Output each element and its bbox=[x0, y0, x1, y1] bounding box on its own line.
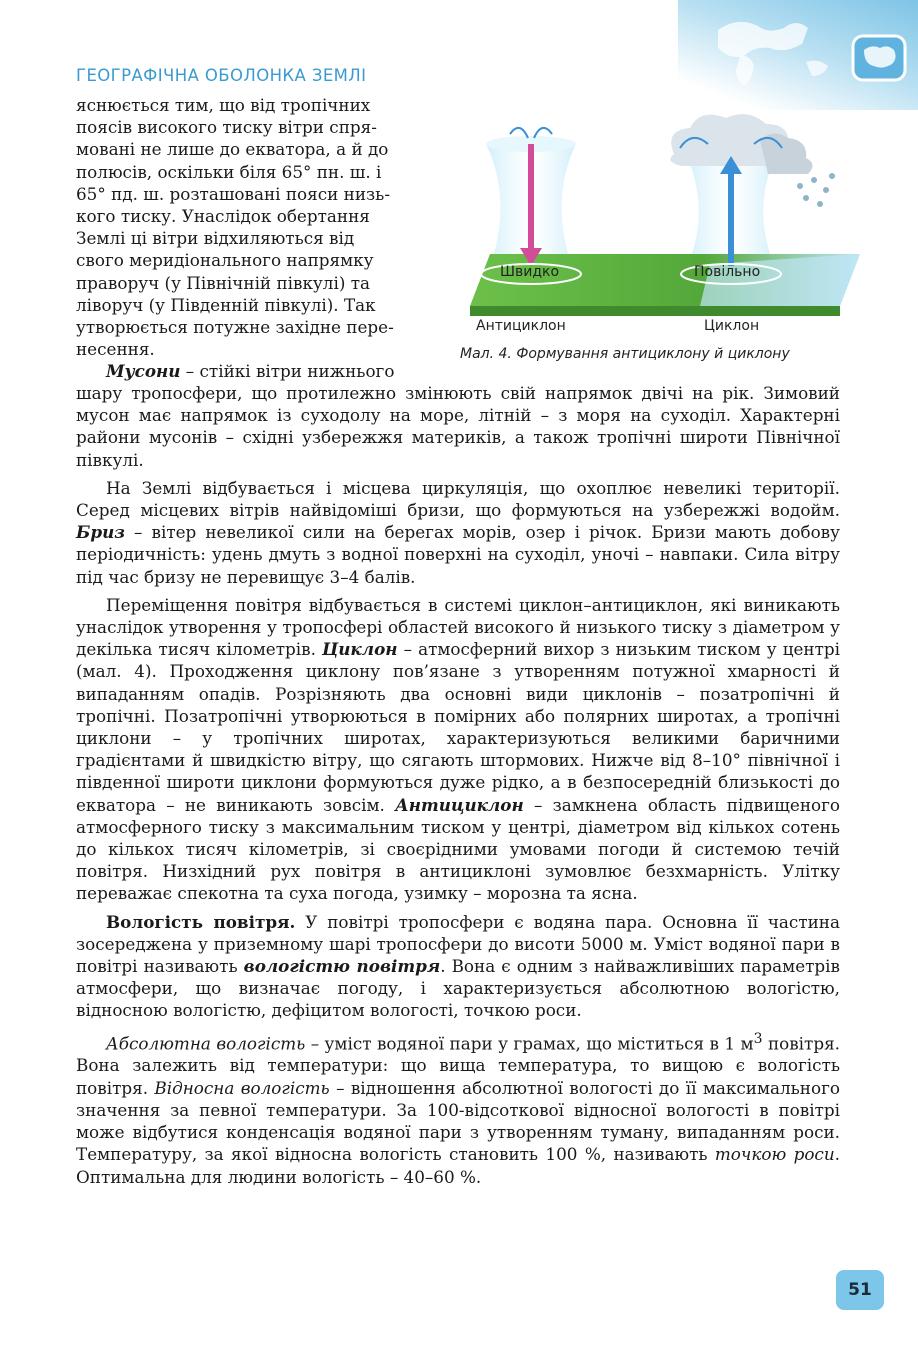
label-slow: Повільно bbox=[694, 264, 761, 280]
cyclone-anticyclone-diagram bbox=[460, 114, 860, 344]
text-line: 65° пд. ш. розташовані пояси низь- bbox=[76, 183, 390, 204]
main-text bbox=[76, 382, 840, 1188]
text-span: У повітрі тропосфери є водяна пара. Основна її частина зосереджена у приземному шарі тропосфери до висоти 5000 м. Уміст водяної пари в повітрі називають bbox=[76, 911, 840, 977]
paragraph-humidity bbox=[76, 911, 840, 1022]
text-span: – стійкі вітри нижнього bbox=[180, 361, 395, 382]
term-cyclone: Циклон bbox=[322, 639, 398, 660]
text-line: поясів високого тиску вітри спря- bbox=[76, 117, 377, 138]
paragraph-absolute-relative-humidity bbox=[76, 1028, 840, 1188]
text-span: – вітер невеликої сили на берегах морів, озер і річок. Бризи мають добову періодичність: удень дмуть з водної поверхні на суходіл, уночі – навпаки. Сила вітру під час бризу не перевищує 3–4 балів. bbox=[76, 522, 840, 587]
text-line: яснюється тим, що від тропічних bbox=[76, 95, 371, 115]
text-span: – атмосферний вихор з низьким тиском у центрі (мал. 4). Проходження циклону пов’язане з утворенням потужної хмарності й випаданням опадів. Розрізняють два основні види циклонів – позатропічні й тропічні. Позатропічні утворюються в помірних або полярних широтах, а тропічні циклони – у тропічних широтах, характеризуються великими баричними градієнтами й швидкістю вітру, що сягають штормових. Нижче від 8–10° північної і південної широти циклони формуються дуже рідко, а в безпосередній близькості до екватора – не виникають зовсім. bbox=[76, 639, 840, 815]
rain-drops-icon bbox=[797, 173, 835, 207]
text-line: ліворуч (у Південній півкулі). Так bbox=[76, 294, 376, 315]
world-map-icon bbox=[678, 0, 918, 110]
text-line: кого тиску. Унаслідок обертання bbox=[76, 206, 370, 227]
paragraph-monsoons: шару тропосфери, що протилежно змінюють свій напрямок двічі на рік. Зимовий мусон має напрямок із суходолу на море, літній – з моря на суходіл. Характерні райони мусонів – східні узбережжя материків, а також тропічні широти Північної півкулі. bbox=[76, 383, 840, 470]
paragraph-winds-continued bbox=[76, 94, 446, 383]
text-span: . Оптимальна для людини вологість – 40–60 %. bbox=[76, 1144, 840, 1187]
heading-humidity: Вологість повітря. bbox=[106, 911, 296, 932]
text-line: утворюється потужне західне пере- bbox=[76, 317, 394, 338]
term-monsoons: Мусони bbox=[106, 361, 181, 382]
figure-caption: Мал. 4. Формування антициклону й циклону bbox=[460, 346, 790, 362]
text-span: – замкнена область підвищеного атмосферного тиску з максимальним тиском у центрі, діаметром від кількох сотень до кількох тисяч кілометрів, зі своєрідними умовами погоди й системою течій повітря. Низхідний рух повітря в антициклоні зумовлює безхмарність. Улітку переважає спекотна та суха погода, узимку – морозна та ясна. bbox=[76, 794, 840, 904]
text-line bbox=[76, 360, 446, 382]
term-anticyclone: Антициклон bbox=[395, 794, 524, 815]
term-absolute-humidity: Абсолютна вологість bbox=[106, 1033, 306, 1054]
text-span: – відношення абсолютної вологості до її максимального значення за певної температури. За 100-відсоткової відносної вологості в повітрі може відбутися конденсація водяної пари з утворенням туману, випаданням роси. Температуру, за якої відносна вологість становить 100 %, називають bbox=[76, 1077, 840, 1165]
term-dew-point: точкою роси bbox=[714, 1144, 835, 1165]
section-title: ГЕОГРАФІЧНА ОБОЛОНКА ЗЕМЛІ bbox=[76, 66, 367, 85]
text-line: праворуч (у Північній півкулі) та bbox=[76, 272, 371, 293]
text-line: мовані не лише до екватора, а й до bbox=[76, 139, 389, 160]
figure-cyclone-anticyclone bbox=[460, 114, 860, 382]
text-span: . Вона є одним з найважливіших параметрів атмосфери, що визначає погоду, і характеризується абсолютною вологістю, відносною вологістю, дефіцитом вологості, точкою роси. bbox=[76, 956, 840, 1021]
page-number: 51 bbox=[836, 1270, 884, 1310]
text-span: – уміст водяної пари у грамах, що міститься в 1 м bbox=[305, 1033, 754, 1054]
text-line: Землі ці вітри відхиляються від bbox=[76, 228, 355, 249]
text-line: свого меридіонального напрямку bbox=[76, 250, 374, 271]
paragraph-breeze bbox=[76, 477, 840, 588]
label-fast: Швидко bbox=[500, 264, 560, 280]
text-span: Переміщення повітря відбувається в системі циклон–антициклон, які виникають унаслідок утворення у тропосфері областей високого й низького тиску з діаметром у декілька тисяч кілометрів. bbox=[76, 594, 840, 660]
term-air-humidity: вологістю повітря bbox=[243, 956, 441, 977]
text-span: На Землі відбувається і місцева циркуляція, що охоплює невеликі території. Серед місцевих вітрів найвідоміші бризи, що формуються на узбережжі водойм. bbox=[76, 477, 840, 521]
text-span: повітря. Вона залежить від температури: що вища температура, то вищою є вологість повітря. bbox=[76, 1033, 840, 1098]
label-cyclone: Циклон bbox=[704, 318, 760, 334]
term-breeze: Бриз bbox=[76, 522, 125, 543]
superscript: 3 bbox=[753, 1030, 763, 1047]
text-line: полюсів, оскільки біля 65° пн. ш. і bbox=[76, 161, 382, 182]
label-anticyclone: Антициклон bbox=[476, 318, 566, 334]
corner-world-map-decoration bbox=[678, 0, 918, 110]
text-line: несення. bbox=[76, 339, 155, 360]
term-relative-humidity: Відносна вологість bbox=[154, 1077, 330, 1098]
paragraph-cyclones bbox=[76, 594, 840, 905]
